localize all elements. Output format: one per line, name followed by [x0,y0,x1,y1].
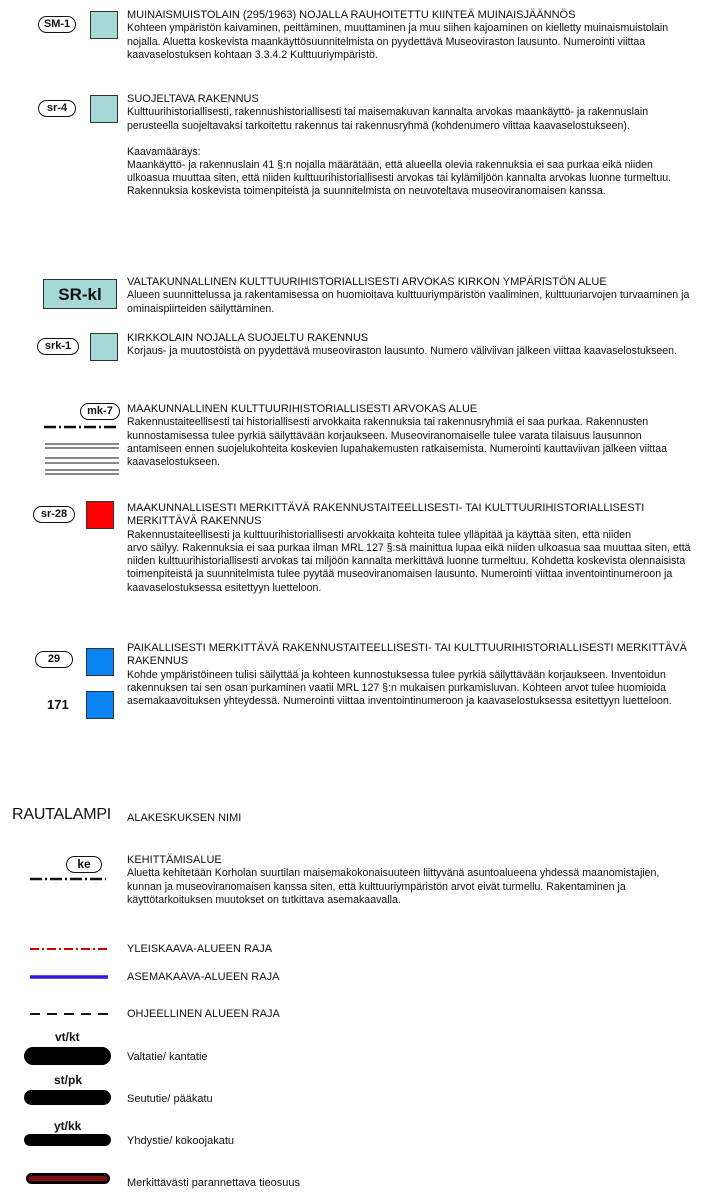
entry-body: Aluetta kehitetään Korholan suurtilan maisemakokonaisuuteen liittyvänä asuntoalueena yhdessä maanomistajien, kunnan ja museoviranomaisen kanssa siten, että kulttuuriympäristön arvot eivät turmellu. Rakentaminen ja käyttötarkoituksen muutokset on tutkittava asemakaavalla. [127,867,660,906]
swatch-red [86,501,114,529]
road-symbol [24,1090,111,1105]
entry-title: SUOJELTAVA RAKENNUS [127,93,259,105]
swatch-blue [86,691,114,719]
entry-body: Kulttuurihistoriallisesti, rakennushistoriallisesti tai maisemakuvan kannalta arvokas maankäyttö- ja rakennuslain perusteella suojeltavaksi tarkoitettu rakennus tai rakennusryhmä (kohdenumero viittaa kaavaselostukseen). [127,106,649,132]
dashed-line [30,1009,110,1019]
code-plain: 171 [47,697,69,712]
road-label: Merkittävästi parannettava tieosuus [127,1177,301,1189]
entry-title: MAAKUNNALLINEN KULTTUURIHISTORIALLISESTI ARVOKAS ALUE [127,403,478,415]
entry-title: MUINAISMUISTOLAIN (295/1963) NOJALLA RAUHOITETTU KIINTEÄ MUINAISJÄÄNNÖS [127,9,576,21]
code-badge: ke [66,856,102,873]
entry-title: MAAKUNNALLISESTI MERKITTÄVÄ RAKENNUSTAITEELLISESTI- TAI KULTTUURIHISTORIALLISESTI MERKITTÄVÄ RAKENNUS [127,502,645,528]
entry-title: VALTAKUNNALLINEN KULTTUURIHISTORIALLISESTI ARVOKAS KIRKON YMPÄRISTÖN ALUE [127,276,607,288]
code-badge: srk-1 [37,338,79,355]
code-badge: sr-4 [38,100,76,117]
entry-title: PAIKALLISESTI MERKITTÄVÄ RAKENNUSTAITEELLISESTI- TAI KULTTUURIHISTORIALLISESTI MERKITTÄVÄ RAKENNUS [127,642,687,668]
line-label: YLEISKAAVA-ALUEEN RAJA [127,943,273,955]
road-symbol [24,1134,111,1146]
swatch-teal [90,11,118,39]
road-symbol-inner [28,1176,108,1181]
entry-subtitle: Kaavamääräys: [127,145,201,158]
entry-body: Kohteen ympäristön kaivaminen, peittäminen, muuttaminen ja muu siihen kajoaminen on kielletty muinaismuistolain nojalla. Aluetta koskevista maankäyttösuunnitelmista on pyydettävä Museoviraston lausunto. Numerointi viittaa kaavaselostuksen kohtaan 3.3.4.2 Kulttuuriympäristö. [127,22,669,61]
road-label: Valtatie/ kantatie [127,1051,208,1063]
entry-body: Korjaus- ja muutostöistä on pyydettävä museoviraston lausunto. Numero väliviivan jälkeen viittaa kaavaselostukseen. [127,345,677,358]
entry-body: Rakennustaiteellisesti ja kulttuurihistoriallisesti arvokkaita kohteita tulee ylläpitää ja käyttää siten, että niiden [127,528,632,541]
code-badge: sr-28 [33,506,75,523]
road-code: yt/kk [54,1119,82,1133]
code-badge: 29 [35,651,73,668]
red-dash-dot-line [30,944,110,954]
entry-body: Alueen suunnittelussa ja rakentamisessa on huomioitava kulttuuriympäristön vaaliminen, kulttuuriarvojen turvaaminen ja ominaispiirteiden säilyttäminen. [127,289,690,315]
entry-title: ALAKESKUKSEN NIMI [127,812,242,824]
code-badge: SM-1 [38,16,76,33]
entry-body: Kohde ympäristöineen tulisi säilyttää ja kohteen kunnostuksessa tulee pyrkiä säilyttävään korjaukseen. Inventoidun rakennuksen tai sen osan purkaminen vaatii MRL 127 §:n mukaisen purkamisluvan. Kohteen arvot tulee huomioida asemakaavoituksen yhteydessä. Numerointi viittaa inventointinumeroon ja kaavaselostuksessa esitettyyn luetteloon. [127,668,672,708]
road-label: Yhdystie/ kokoojakatu [127,1135,235,1147]
line-label: OHJEELLINEN ALUEEN RAJA [127,1008,280,1020]
entry-body-2: Maankäyttö- ja rakennuslain 41 §:n nojalla määrätään, että alueella olevia rakennuksia ei saa purkaa eikä niiden ulkoasua muuttaa siten, että niiden kulttuurihistoriallisesti arvokas tai kylämiljöön kannalta arvokas luonne turmeltuu. Rakennuksia koskevista toimenpiteistä ja suunnitelmista on neuvoteltava museoviranomaisen kanssa. [127,159,672,198]
swatch-teal [90,95,118,123]
road-symbol [24,1047,111,1065]
entry-title: KIRKKOLAIN NOJALLA SUOJELTU RAKENNUS [127,332,369,344]
entry-body: Rakennustaiteellisesti tai historiallisesti arvokkaita rakennuksia tai rakennusryhmiä ei saa purkaa. Rakennusten kunnostamisessa tulee pyrkiä säilyttävään korjaukseen. Museoviranomaiselle tulee varata tilaisuus lausunnon antamiseen ennen suojelukohteita koskevien lupahakemusten ratkaisemista. Numerointi kauttaviivan jälkeen viittaa kaavaselostukseen. [127,416,667,469]
entry-title: KEHITTÄMISALUE [127,854,222,866]
road-code: st/pk [54,1073,83,1087]
road-code: vt/kt [55,1030,80,1044]
entry-body-2: arvo säilyy. Rakennuksia ei saa purkaa ilman MRL 127 §:sä mainittua lupaa eikä niiden ulkoasua saa muuttaa siten, että niiden kulttuurihistoriallisesti arvokas tai miljöön kannalta merkittävä luonne turmeltuu. Kohdetta koskevista olennaisista toimenpiteistä ja suunnitelmista tulee pyytää museoviranomaisen lausunto. Numerointi viittaa inventointinumeroon ja kaavaselostuksessa esitettyyn luetteloon. [127,542,691,594]
road-symbol-outer [26,1173,110,1184]
place-name-sample: RAUTALAMPI [12,806,112,823]
code-box: SR-kl [43,279,117,309]
swatch-teal [90,333,118,361]
swatch-blue [86,648,114,676]
road-label: Seututie/ pääkatu [127,1093,213,1105]
code-badge: mk-7 [80,403,120,420]
blue-solid-line [30,972,110,982]
line-label: ASEMAKAAVA-ALUEEN RAJA [127,971,280,983]
